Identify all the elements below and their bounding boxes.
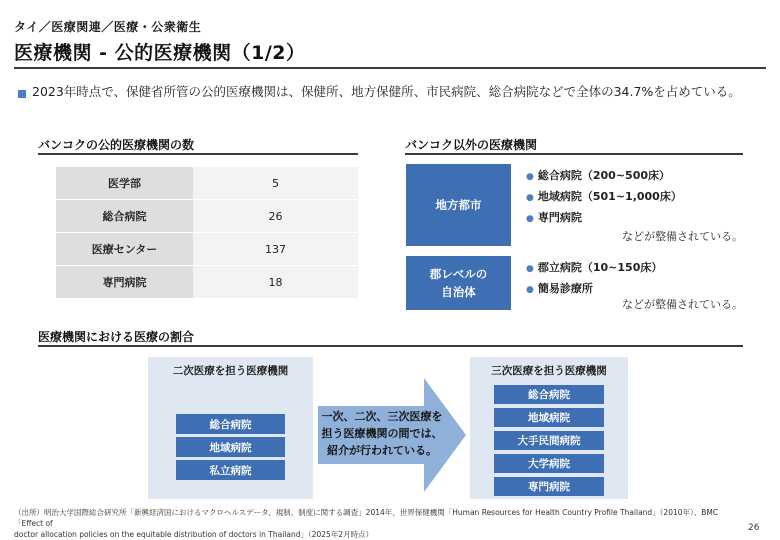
referral-arrow-text: 一次、二次、三次医療を 担う医療機関の間では、 紹介が行われている。 — [321, 410, 443, 457]
share-heading: 医療機関における医療の割合 — [38, 330, 195, 344]
list-item: ● 総合病院（200~500床） — [526, 169, 670, 182]
region-box-local-city — [406, 164, 511, 246]
table-cell-value: 18 — [193, 266, 358, 299]
table-cell-label: 医学部 — [56, 167, 193, 200]
secondary-item: 私立病院 — [176, 460, 285, 480]
bangkok-heading-rule — [38, 153, 358, 155]
bullet-dot-icon: ● — [526, 264, 534, 274]
list-item: ● 簡易診療所 — [526, 282, 593, 295]
region-label-line1: 郡レベルの — [429, 267, 488, 281]
tertiary-item: 専門病院 — [494, 477, 604, 496]
table-cell-label: 専門病院 — [56, 266, 193, 299]
page-number: 26 — [748, 523, 760, 533]
bullet-dot-icon: ● — [526, 214, 534, 224]
list-item: ● 専門病院 — [526, 211, 582, 224]
square-bullet-icon — [18, 90, 26, 98]
table-cell-label: 医療センター — [56, 233, 193, 266]
table-row — [56, 233, 358, 266]
outside-heading: バンコク以外の医療機関 — [405, 138, 538, 152]
tertiary-item: 総合病院 — [494, 385, 604, 404]
table-row — [56, 200, 358, 233]
region-box-district — [406, 256, 511, 310]
table-cell-value: 137 — [193, 233, 358, 266]
share-heading-rule — [38, 345, 743, 347]
lead-text: 2023年時点で、保健省所管の公的医療機関は、保健所、地方保健所、市民病院、総合病院などで全体の34.7%を占めている。 — [32, 84, 741, 99]
tertiary-item: 大手民間病院 — [494, 431, 604, 450]
outside-heading-rule — [405, 153, 743, 155]
local-city-note: などが整備されている。 — [622, 230, 743, 243]
table-row — [56, 167, 358, 200]
tertiary-item: 大学病院 — [494, 454, 604, 473]
title-divider — [14, 67, 766, 69]
region-label-line2: 自治体 — [441, 285, 476, 299]
bangkok-table — [56, 167, 358, 299]
local-city-facility-list — [526, 166, 682, 229]
page-title: 医療機関 - 公的医療機関（1/2） — [14, 42, 306, 64]
breadcrumb: タイ／医療関連／医療・公衆衛生 — [14, 20, 202, 34]
bullet-dot-icon: ● — [526, 193, 534, 203]
bullet-dot-icon: ● — [526, 172, 534, 182]
table-cell-label: 総合病院 — [56, 200, 193, 233]
bangkok-heading: バンコクの公的医療機関の数 — [38, 138, 195, 152]
source-note: （出所）明治大学国際総合研究所「新興経済国におけるマクロヘルスデータ、規制、制度に関する調査」2014年、世界保健機関「Human Resources for Health Country Profile Thailand」（2010年）、BMC「Effect of doctor allocation policies on the equitable distribution of doctors in Thailand」（2025年2月時点） — [14, 508, 719, 539]
secondary-item: 総合病院 — [176, 414, 285, 434]
district-facility-list — [526, 258, 662, 300]
tertiary-item: 地域病院 — [494, 408, 604, 427]
district-note: などが整備されている。 — [622, 298, 743, 311]
list-item: ● 地域病院（501~1,000床） — [526, 190, 682, 203]
region-label: 地方都市 — [435, 198, 482, 212]
table-cell-value: 5 — [193, 167, 358, 200]
table-cell-value: 26 — [193, 200, 358, 233]
table-row — [56, 266, 358, 299]
list-item: ● 郡立病院（10~150床） — [526, 261, 663, 274]
secondary-care-title: 二次医療を担う医療機関 — [172, 365, 289, 377]
tertiary-care-title: 三次医療を担う医療機関 — [491, 365, 607, 377]
bullet-dot-icon: ● — [526, 285, 534, 295]
secondary-item: 地域病院 — [176, 437, 285, 457]
